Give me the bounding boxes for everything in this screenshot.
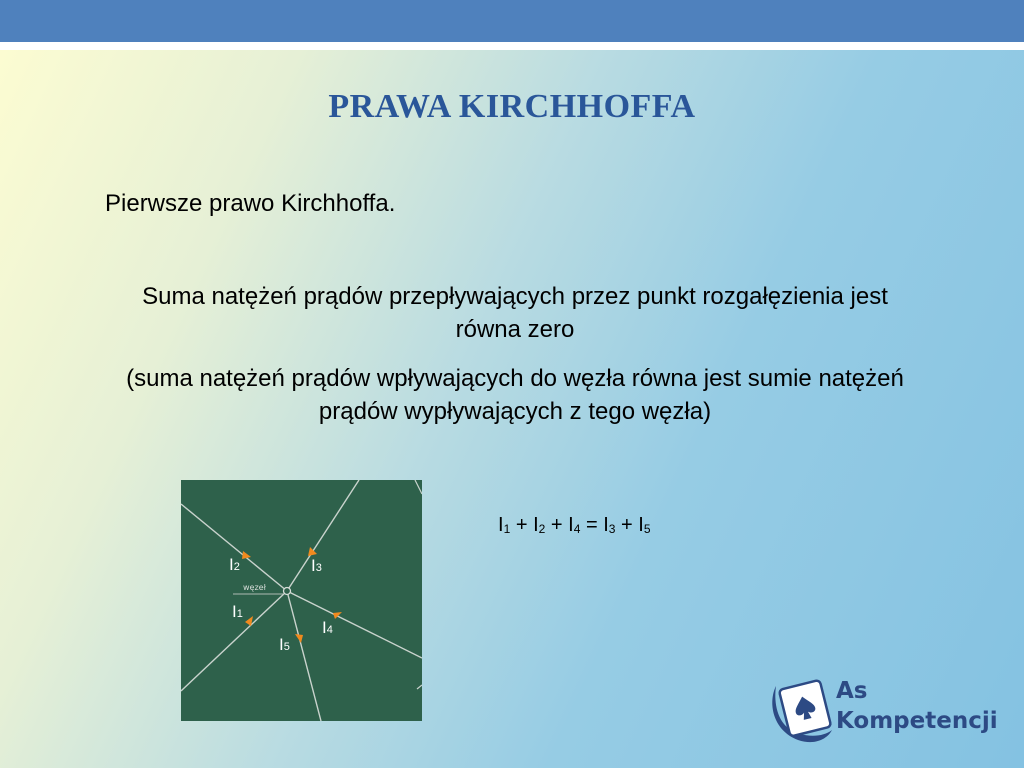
header-bar	[0, 0, 1024, 42]
current-label-i5: I5	[279, 635, 290, 654]
law-statement: Suma natężeń prądów przepływających przez punkt rozgałęzienia jest równa zero	[142, 283, 888, 343]
law-note: (suma natężeń prądów wpływających do węzła równa jest sumie natężeń prądów wypływających z tego węzła)	[126, 365, 904, 425]
current-label-i3: I3	[311, 556, 322, 575]
formula-plus: +	[621, 514, 633, 536]
logo-text	[836, 676, 998, 736]
slide-title: PRAWA KIRCHHOFFA	[328, 88, 696, 125]
formula-term: $I_4$	[568, 514, 581, 536]
slide-subtitle: Pierwsze prawo Kirchhoffa.	[105, 190, 396, 217]
formula-plus: +	[550, 514, 563, 536]
formula-term: $I_1$	[498, 514, 511, 536]
logo-line-2: Kompetencji	[836, 708, 998, 734]
formula-equals: =	[585, 514, 598, 536]
formula-term: $I_2$	[533, 514, 546, 536]
formula-term: $I_5$	[638, 514, 651, 536]
junction-node	[284, 588, 291, 595]
chalkboard	[181, 480, 422, 721]
junction-diagram	[181, 480, 422, 721]
current-label-i1: I1	[232, 602, 243, 621]
formula-plus: +	[515, 514, 528, 536]
current-label-i2: I2	[229, 555, 240, 574]
logo-line-1: As	[836, 678, 868, 704]
current-label-i4: I4	[322, 618, 333, 637]
node-label: węzeł	[243, 583, 266, 592]
kirchhoff-formula	[498, 514, 651, 537]
formula-term: $I_3$	[603, 514, 616, 536]
